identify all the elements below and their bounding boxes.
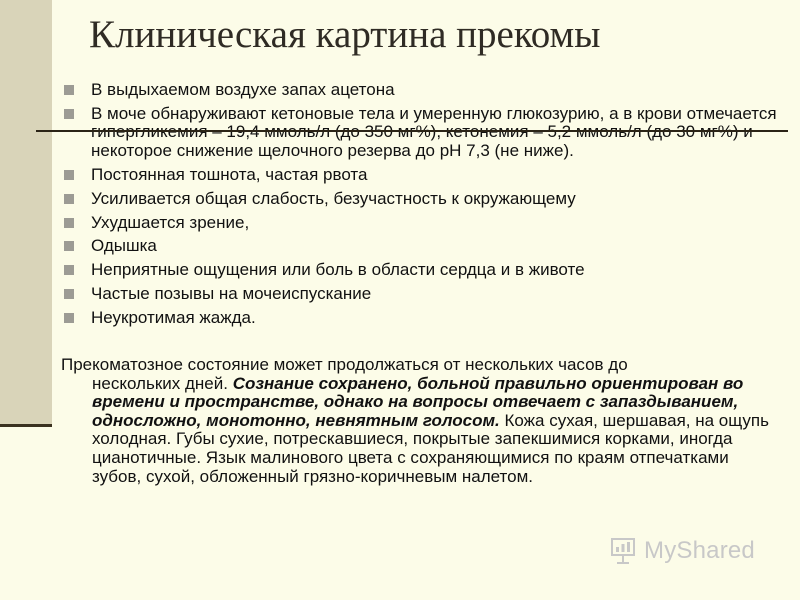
list-item-text: Усиливается общая слабость, безучастность к окружающему — [91, 188, 576, 208]
list-item — [60, 261, 780, 280]
summary-body — [61, 375, 781, 487]
list-item — [60, 309, 780, 328]
list-item-text: В моче обнаруживают кетоновые тела и умеренную глюкозурию, а в крови отмечается некоторое снижение щелочного резерва до pH 7,3 (не ниже). — [91, 103, 777, 160]
list-item-text: Частые позывы на мочеиспускание — [91, 284, 372, 304]
list-item-text: Неукротимая жажда. — [91, 308, 256, 328]
square-bullet-icon — [64, 109, 74, 119]
left-accent-rule — [0, 424, 52, 427]
summary-body-start: нескольких дней. — [92, 373, 228, 393]
list-item — [60, 285, 780, 304]
watermark-text: MyShared — [644, 537, 755, 564]
list-item-text: Постоянная тошнота, частая рвота — [91, 164, 368, 184]
square-bullet-icon — [64, 289, 74, 299]
square-bullet-icon — [64, 218, 74, 228]
presentation-board-icon — [608, 536, 638, 566]
square-bullet-icon — [64, 170, 74, 180]
list-item — [60, 105, 780, 161]
list-item — [60, 214, 780, 233]
list-item-text: В выдыхаемом воздухе запах ацетона — [91, 80, 395, 99]
list-item — [60, 237, 780, 256]
summary-emphasis: Сознание сохранено, больной правильно ориентирован во времени и пространстве, однако на вопросы отвечает с запаздыванием, односложно, монотонно, невнятным голосом. — [92, 373, 744, 430]
summary-body-end: Кожа сухая, шершавая, на ощупь холодная. Губы сухие, потрескавшиеся, покрытые запекшимися корками, иногда цианотичные. Язык малинового цвета с сохраняющимися по краям отпечатками зубов, сухой, обложенный грязно-коричневым налетом. — [92, 410, 769, 486]
square-bullet-icon — [64, 85, 74, 95]
summary-paragraph — [61, 356, 781, 486]
slide-title: Клиническая картина прекомы — [89, 13, 601, 56]
list-item-text: Одышка — [91, 236, 157, 256]
title-divider-line — [36, 130, 788, 132]
summary-lead: Прекоматозное состояние может продолжаться от нескольких часов до — [61, 355, 628, 374]
square-bullet-icon — [64, 265, 74, 275]
list-item-text: Неприятные ощущения или боль в области сердца и в животе — [91, 260, 585, 280]
square-bullet-icon — [64, 194, 74, 204]
list-item — [60, 166, 780, 185]
list-item — [60, 81, 780, 100]
square-bullet-icon — [64, 241, 74, 251]
left-accent-bar — [0, 0, 52, 425]
list-item-text: Ухудшается зрение, — [91, 212, 250, 232]
watermark — [608, 536, 755, 566]
symptom-list — [60, 81, 780, 333]
square-bullet-icon — [64, 313, 74, 323]
list-item — [60, 190, 780, 209]
